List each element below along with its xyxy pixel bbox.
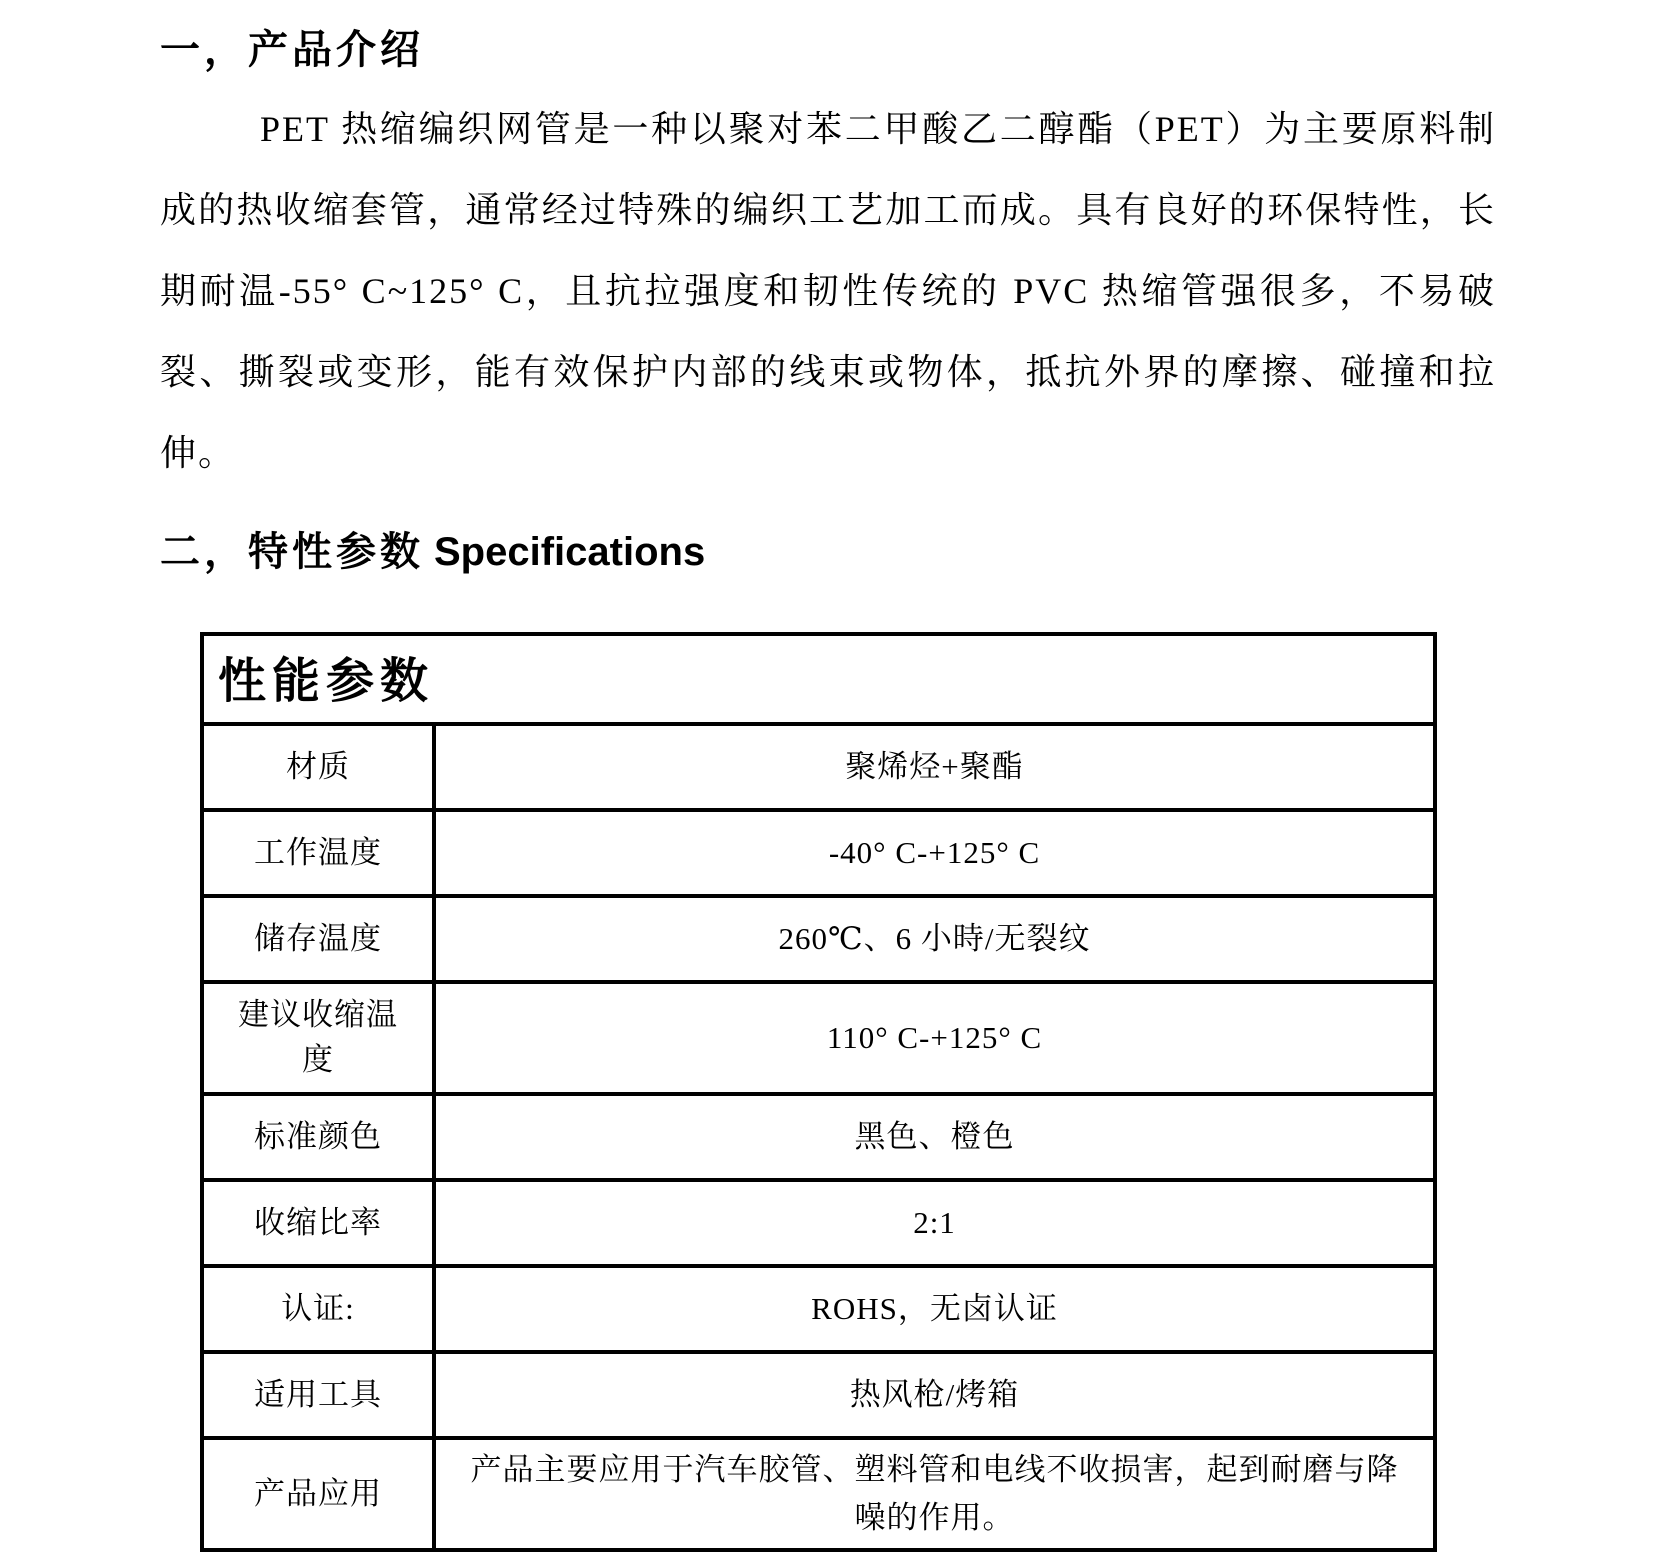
spec-value: 聚烯烃+聚酯 bbox=[434, 724, 1435, 810]
section2-heading-zh: 二，特性参数 bbox=[160, 529, 424, 574]
table-row-storage-temp bbox=[202, 896, 1435, 982]
section2-heading-en: Specifications bbox=[434, 530, 706, 574]
spec-label: 认证: bbox=[202, 1266, 434, 1352]
spec-value: -40° C-+125° C bbox=[434, 810, 1435, 896]
spec-label: 材质 bbox=[202, 724, 434, 810]
spec-label: 收缩比率 bbox=[202, 1180, 434, 1266]
table-row-certification bbox=[202, 1266, 1435, 1352]
spec-table bbox=[200, 632, 1437, 1552]
table-row-material bbox=[202, 724, 1435, 810]
spec-label: 储存温度 bbox=[202, 896, 434, 982]
spec-value: 2:1 bbox=[434, 1180, 1435, 1266]
spec-label: 工作温度 bbox=[202, 810, 434, 896]
spec-label: 适用工具 bbox=[202, 1352, 434, 1438]
table-row-working-temp bbox=[202, 810, 1435, 896]
section1-heading: 一，产品介绍 bbox=[160, 27, 424, 72]
table-row-product-application bbox=[202, 1438, 1435, 1550]
section1-paragraph: PET 热缩编织网管是一种以聚对苯二甲酸乙二醇酯（PET）为主要原料制成的热收缩套管，通常经过特殊的编织工艺加工而成。具有良好的环保特性，长期耐温-55° C~125° C，且抗拉强度和韧性传统的 PVC 热缩管强很多，不易破裂、撕裂或变形，能有效保护内部的线束或物体，抵抗外界的摩擦、碰撞和拉伸。 bbox=[160, 109, 1496, 473]
table-row-shrink-temp bbox=[202, 982, 1435, 1094]
spec-label: 产品应用 bbox=[202, 1438, 434, 1550]
spec-value: 产品主要应用于汽车胶管、塑料管和电线不收损害，起到耐磨与降噪的作用。 bbox=[434, 1438, 1435, 1550]
spec-value: 黑色、橙色 bbox=[434, 1094, 1435, 1180]
spec-value: 110° C-+125° C bbox=[434, 982, 1435, 1094]
table-row-shrink-ratio bbox=[202, 1180, 1435, 1266]
section2-heading bbox=[160, 528, 1496, 576]
spec-table-title: 性能参数 bbox=[202, 634, 1435, 724]
spec-value: 热风枪/烤箱 bbox=[434, 1352, 1435, 1438]
spec-value: 260℃、6 小時/无裂纹 bbox=[434, 896, 1435, 982]
spec-value: ROHS，无卤认证 bbox=[434, 1266, 1435, 1352]
table-row-standard-color bbox=[202, 1094, 1435, 1180]
spec-table-header-row bbox=[202, 634, 1435, 724]
spec-label: 标准颜色 bbox=[202, 1094, 434, 1180]
spec-label: 建议收缩温度 bbox=[202, 982, 434, 1094]
table-row-applicable-tools bbox=[202, 1352, 1435, 1438]
